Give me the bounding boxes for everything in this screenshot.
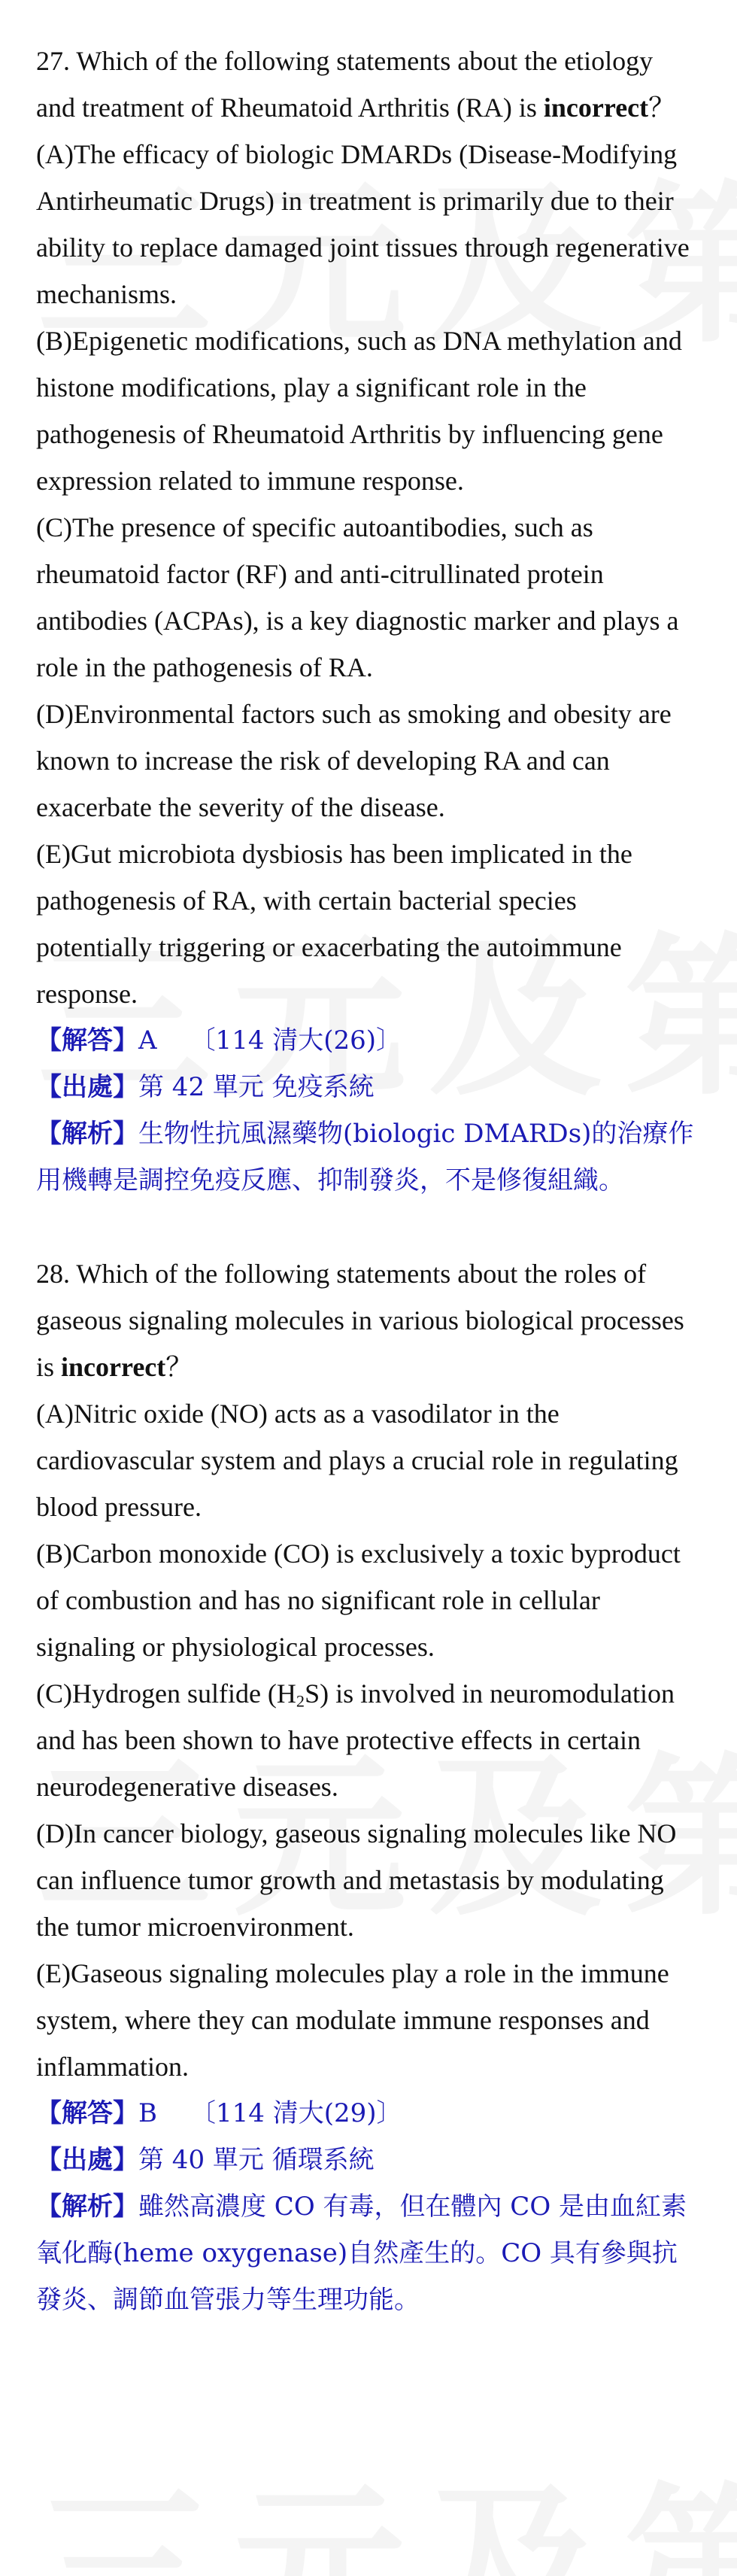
question-27-stem: 27. Which of the following statements about the etiology and treatment of Rheumatoid Arthritis (RA) is incorrect？ [36,46,676,123]
answer-value: B [138,2098,157,2128]
option-b: (B)Epigenetic modifications, such as DNA methylation and histone modifications, play a significant role in the pathogenesis of Rheumatoid Arthritis by influencing gene expression related to immune response. [36,326,682,496]
answer-block-28 [36,2090,698,2323]
option-e: (E)Gut microbiota dysbiosis has been implicated in the pathogenesis of RA, with certain bacterial species potentially triggering or exacerbating the autoimmune response. [36,839,632,1009]
option-c: (C)The presence of specific autoantibodies, such as rheumatoid factor (RF) and anti-citrullinated protein antibodies (ACPAs), is a key diagnostic marker and plays a role in the pathogenesis of RA. [36,512,679,682]
source-value: 第 40 單元 循環系統 [138,2145,375,2175]
content [36,38,698,2323]
option-e: (E)Gaseous signaling molecules play a role in the immune system, where they can modulate immune responses and inflammation. [36,1958,669,2082]
watermark [38,2483,699,2576]
source-value: 第 42 單元 免疫系統 [138,1072,375,1102]
answer-line: 【解答】B 〔114 清大(29)〕 [36,2098,402,2128]
emphasis: incorrect [543,93,649,123]
subscript: 2 [296,1691,305,1711]
explanation-text: 生物性抗風濕藥物(biologic DMARDs)的治療作用機轉是調控免疫反應、抑制發炎，不是修復組織。 [36,1119,694,1195]
answer-value: A [138,1025,157,1056]
option-a: (A)The efficacy of biologic DMARDs (Disease-Modifying Antirheumatic Drugs) in treatment is primarily due to their ability to replace damaged joint tissues through regenerative mechanisms. [36,139,690,309]
source-line: 【出處】第 42 單元 免疫系統 [36,1072,375,1102]
option-b: (B)Carbon monoxide (CO) is exclusively a toxic byproduct of combustion and has no significant role in cellular signaling or physiological processes. [36,1539,681,1662]
question-27 [36,38,698,1017]
answer-line: 【解答】A 〔114 清大(26)〕 [36,1025,402,1056]
option-a: (A)Nitric oxide (NO) acts as a vasodilator in the cardiovascular system and plays a crucial role in regulating blood pressure. [36,1399,678,1522]
question-28 [36,1250,698,2090]
option-d: (D)Environmental factors such as smoking and obesity are known to increase the risk of developing RA and can exacerbate the severity of the disease. [36,699,672,822]
answer-source: 〔114 清大(26)〕 [190,1025,402,1056]
answer-source: 〔114 清大(29)〕 [190,2098,402,2128]
explanation-line: 【解析】雖然高濃度 CO 有毒，但在體內 CO 是由血紅素氧化酶(heme oxygenase)自然產生的。CO 具有參與抗發炎、調節血管張力等生理功能。 [36,2192,687,2315]
answer-block-27 [36,1017,698,1204]
option-c: (C)Hydrogen sulfide $(H_2S)$ is involved in neuromodulation and has been shown to have protective effects in certain neurodegenerative diseases. [36,1678,675,1802]
option-d: (D)In cancer biology, gaseous signaling molecules like NO can influence tumor growth and metastasis by modulating the tumor microenvironment. [36,1818,677,1942]
explanation-text: 雖然高濃度 CO 有毒，但在體內 CO 是由血紅素氧化酶(heme oxygenase)自然產生的。CO 具有參與抗發炎、調節血管張力等生理功能。 [36,2192,687,2315]
source-line: 【出處】第 40 單元 循環系統 [36,2145,375,2175]
emphasis: incorrect [61,1352,166,1382]
question-28-stem: 28. Which of the following statements about the roles of gaseous signaling molecules in various biological processes is incorrect？ [36,1259,684,1382]
explanation-line: 【解析】生物性抗風濕藥物(biologic DMARDs)的治療作用機轉是調控免疫反應、抑制發炎，不是修復組織。 [36,1119,694,1195]
